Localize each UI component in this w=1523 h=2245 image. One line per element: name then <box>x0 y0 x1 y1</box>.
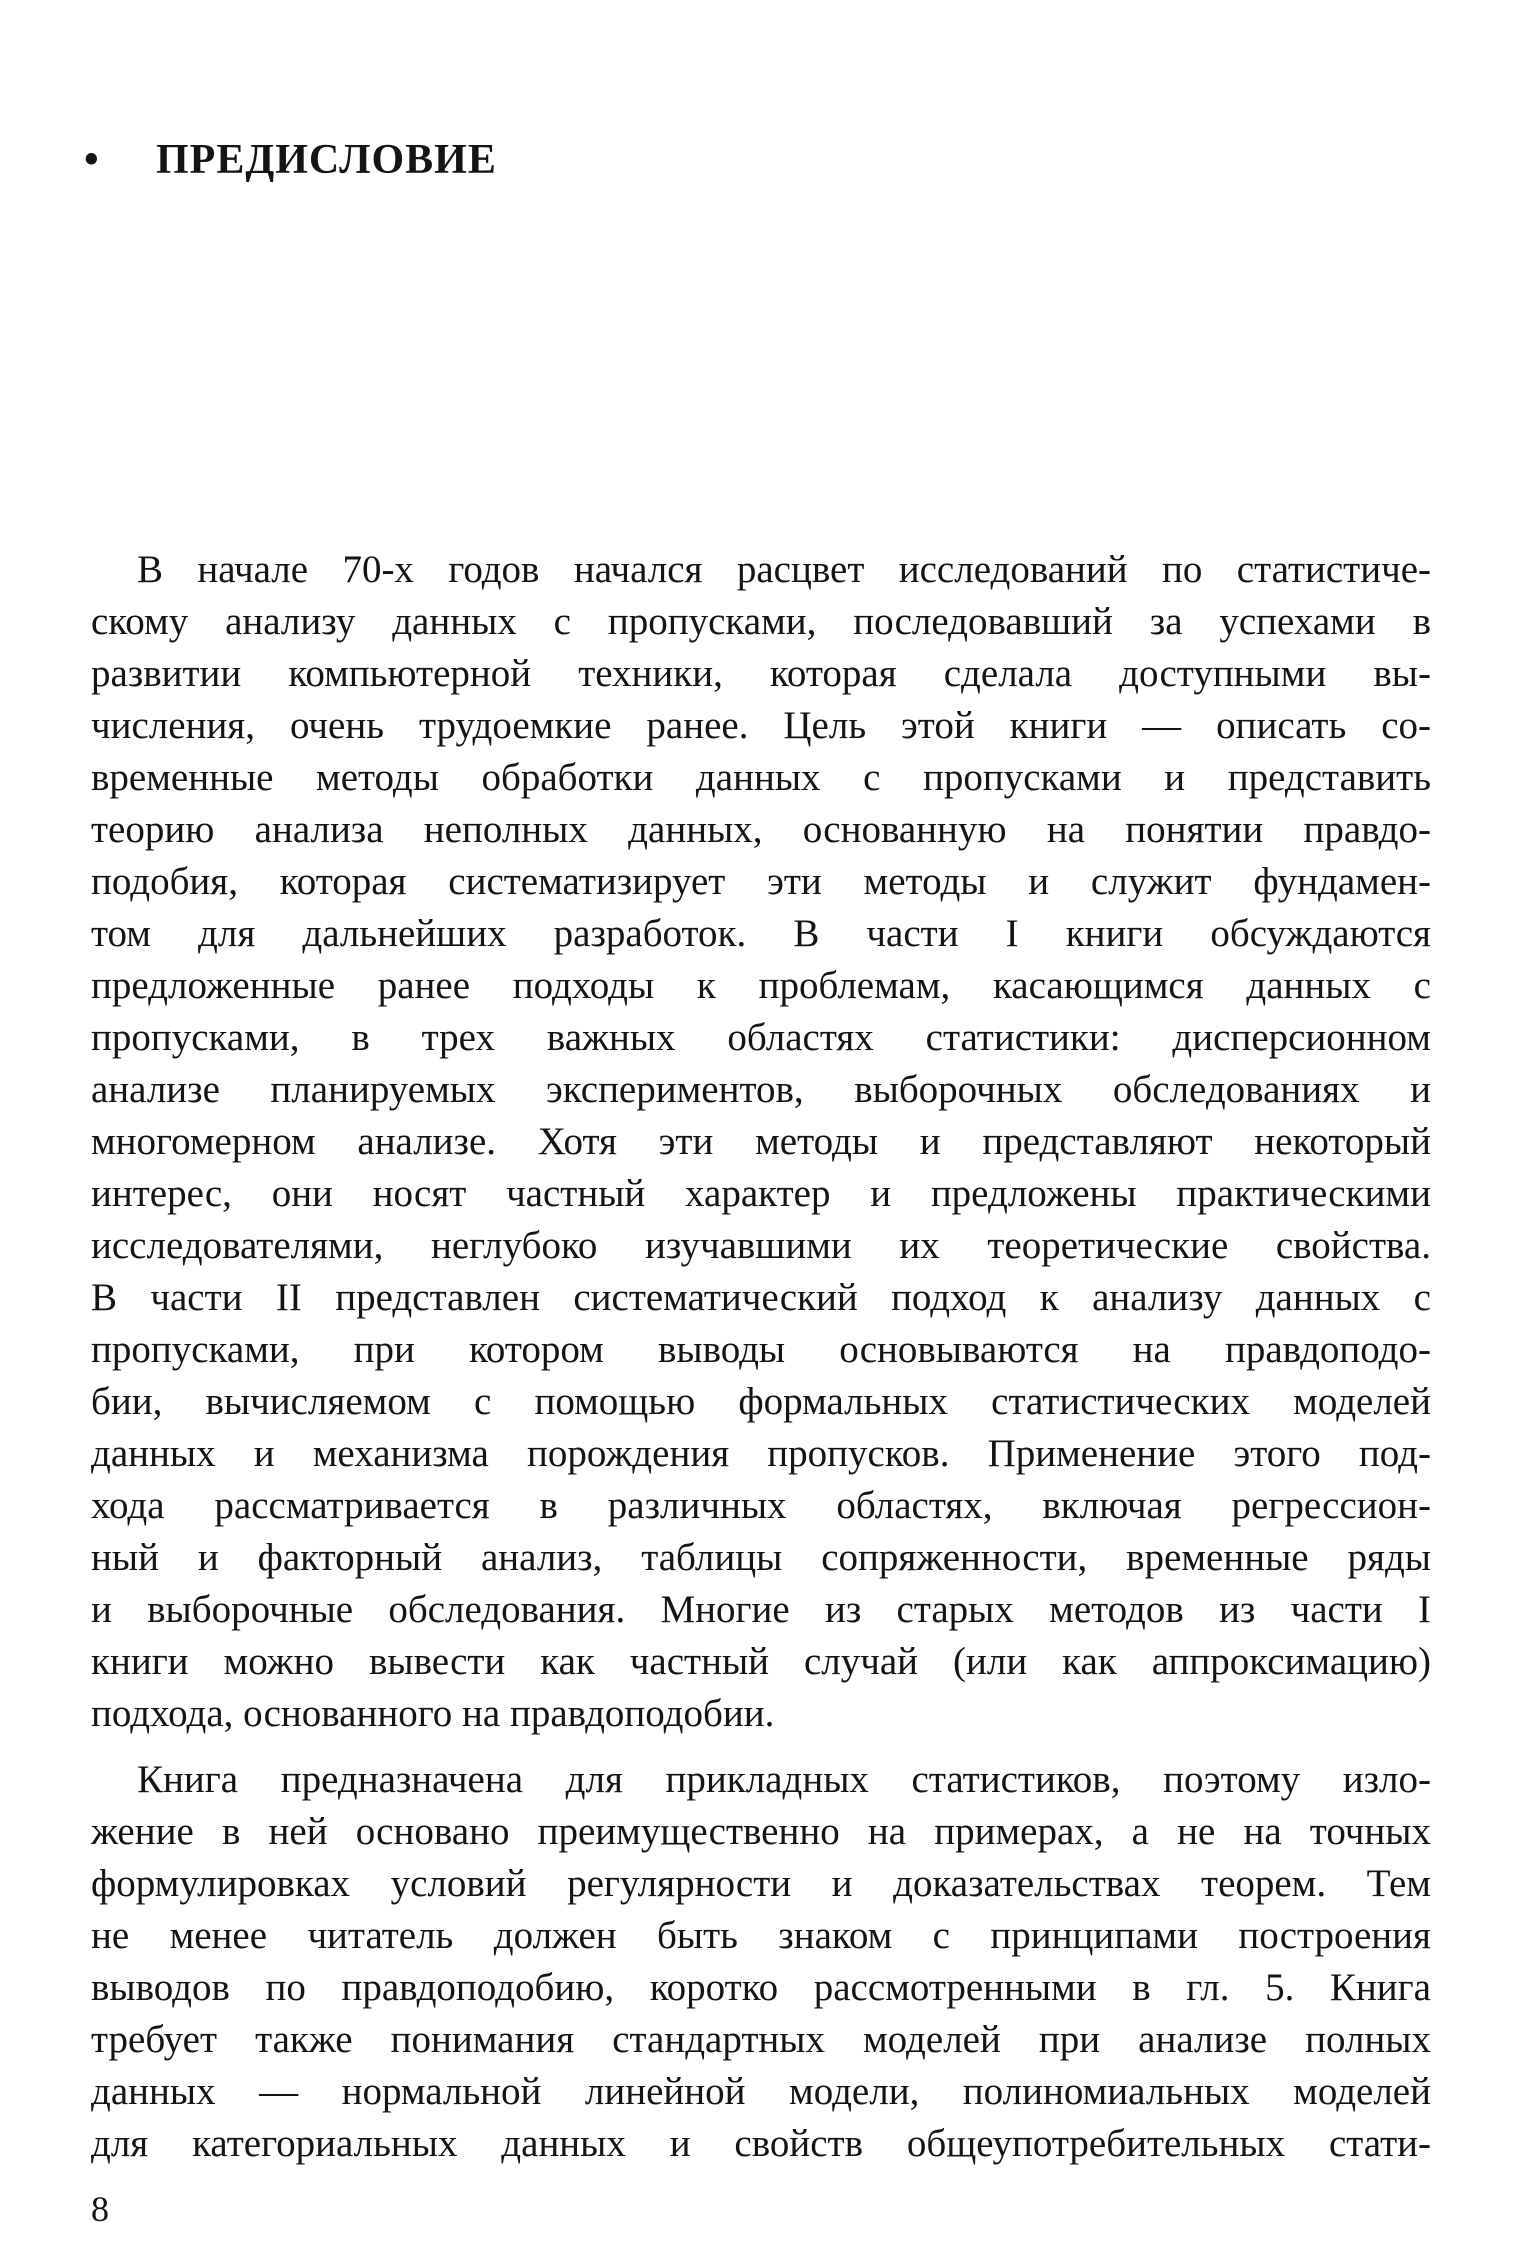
text-line: формулировках условий регулярности и доказательствах теорем. Тем <box>91 1862 1431 1905</box>
text-line: В начале 70-х годов начался расцвет исследований по статистиче- <box>137 548 1431 591</box>
text-line: анализе планируемых экспериментов, выборочных обследованиях и <box>91 1068 1431 1111</box>
text-line: данных и механизма порождения пропусков. Применение этого под- <box>91 1432 1431 1475</box>
text-line: теорию анализа неполных данных, основанную на понятии правдо- <box>91 808 1431 851</box>
text-line: и выборочные обследования. Многие из старых методов из части I <box>91 1588 1431 1631</box>
text-line: предложенные ранее подходы к проблемам, касающимся данных с <box>91 964 1431 1007</box>
heading-title: ПРЕДИСЛОВИЕ <box>156 137 497 183</box>
text-line: подхода, основанного на правдоподобии. <box>91 1692 775 1735</box>
text-line: требует также понимания стандартных моделей при анализе полных <box>91 2018 1431 2061</box>
text-line: для категориальных данных и свойств общеупотребительных стати- <box>91 2122 1431 2165</box>
paragraph-2 <box>91 1754 1431 2170</box>
paragraph-1 <box>91 544 1431 1740</box>
text-line: числения, очень трудоемкие ранее. Цель этой книги — описать со- <box>91 704 1431 747</box>
text-line: многомерном анализе. Хотя эти методы и представляют некоторый <box>91 1120 1431 1163</box>
text-line: В части II представлен систематический подход к анализу данных с <box>91 1276 1431 1319</box>
text-line: том для дальнейших разработок. В части I книги обсуждаются <box>91 912 1431 955</box>
text-line: развитии компьютерной техники, которая сделала доступными вы- <box>91 652 1431 695</box>
text-line: пропусками, при котором выводы основываются на правдоподо- <box>91 1328 1431 1371</box>
text-line: книги можно вывести как частный случай (или как аппроксимацию) <box>91 1640 1431 1683</box>
text-line: интерес, они носят частный характер и предложены практическими <box>91 1172 1431 1215</box>
text-line: бии, вычисляемом с помощью формальных статистических моделей <box>91 1380 1431 1423</box>
text-line: жение в ней основано преимущественно на примерах, а не на точных <box>91 1810 1431 1853</box>
text-line: исследователями, неглубоко изучавшими их теоретические свойства. <box>91 1224 1431 1267</box>
text-line: скому анализу данных с пропусками, последовавший за успехами в <box>91 600 1431 643</box>
bullet-icon: • <box>84 137 100 183</box>
text-line: выводов по правдоподобию, коротко рассмотренными в гл. 5. Книга <box>91 1966 1431 2009</box>
section-heading <box>84 136 497 184</box>
text-line: пропусками, в трех важных областях статистики: дисперсионном <box>91 1016 1431 1059</box>
text-line: ный и факторный анализ, таблицы сопряженности, временные ряды <box>91 1536 1431 1579</box>
text-line: хода рассматривается в различных областях, включая регрессион- <box>91 1484 1431 1527</box>
text-line: Книга предназначена для прикладных статистиков, поэтому изло- <box>137 1758 1431 1801</box>
body-text <box>91 544 1431 2170</box>
page-number: 8 <box>91 2189 109 2229</box>
text-line: подобия, которая систематизирует эти методы и служит фундамен- <box>91 860 1431 903</box>
text-line: данных — нормальной линейной модели, полиномиальных моделей <box>91 2070 1431 2113</box>
text-line: не менее читатель должен быть знаком с принципами построения <box>91 1914 1431 1957</box>
text-line: временные методы обработки данных с пропусками и представить <box>91 756 1431 799</box>
